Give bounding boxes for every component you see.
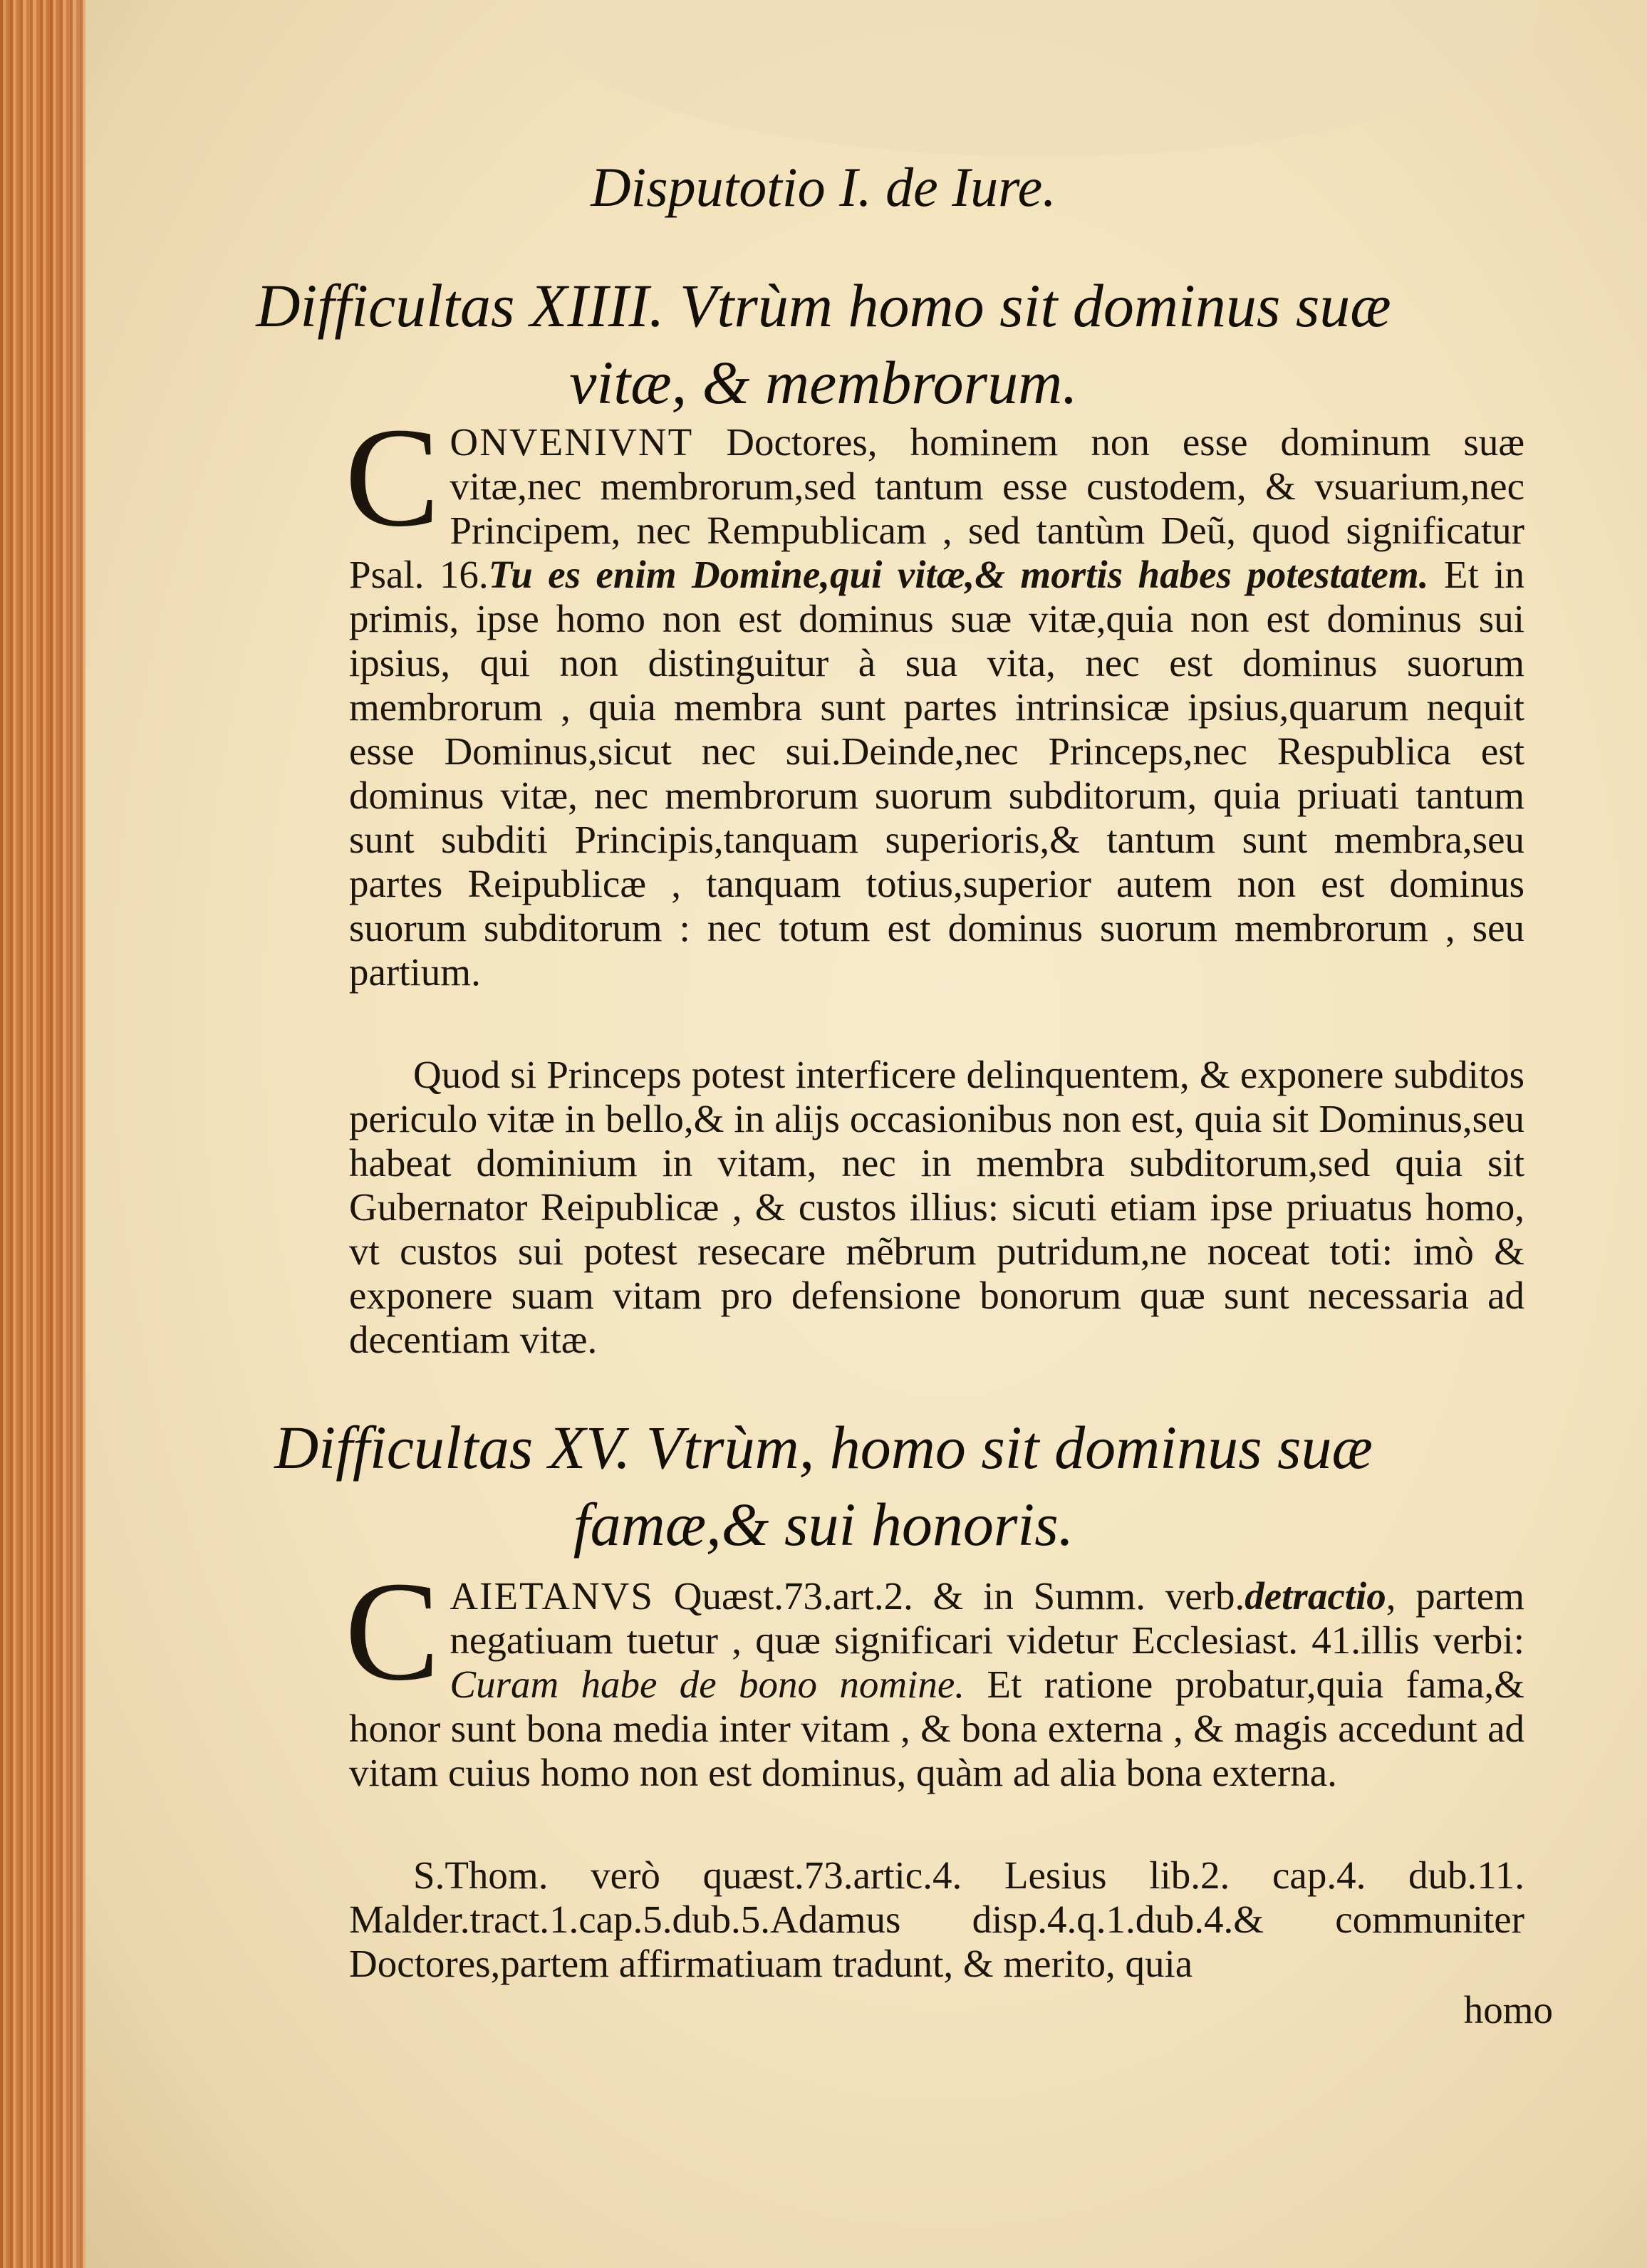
lead-caps: AIETANVS [450,1574,654,1618]
running-head: Disputotio I. de Iure. [591,156,1056,218]
heading-line: Difficultas XV. Vtrùm, homo sit dominus suæ [274,1413,1373,1482]
paragraph: S.Thom. verò quæst.73.artic.4. Lesius lib.2. cap.4. dub.11. Malder.tract.1.cap.5.dub.5.Adamus disp.4.q.1.dub.4.& communiter Doctores,partem affirmatiuam tradunt, & merito, quia [349,1853,1524,1985]
paragraph [345,399,1524,994]
text-run: , partem negatiuam tuetur , quæ significari videtur Ecclesiast. 41.illis verbi: [450,1574,1524,1662]
section-heading-13 [0,267,1647,421]
section-heading-15 [0,1409,1647,1563]
lead-caps: ONVENIVNT [450,420,694,464]
paragraph [345,1553,1525,1795]
drop-cap: C [345,1553,440,1710]
heading-line: Difficultas XIIII. Vtrùm homo sit dominus suæ [256,271,1391,340]
text-run: Doctores, hominem non esse dominum suæ vitæ,nec membrorum,sed tantum esse custodem, & vsuarium,nec Principem, nec Rempublicam , sed tantùm Deũ, quod significatur Psal. 16. [349,420,1524,596]
text-run: Et ratione probatur,quia fama,& honor sunt bona media inter vitam , & bona externa , & magis accedunt ad vitam cuius homo non est dominus, quàm ad alia bona externa. [349,1663,1525,1794]
italic-run: detractio [1245,1574,1386,1618]
catchword: homo [1463,1988,1553,2032]
heading-line: vitæ, & membrorum. [569,348,1078,417]
italic-run: Curam habe de bono nomine. [450,1663,965,1706]
heading-line: famæ,& sui honoris. [573,1490,1074,1559]
text-run: Quæst.73.art.2. & in Summ. verb. [653,1574,1245,1618]
quote-run: Tu es enim Domine,qui vitæ,& mortis habes potestatem. [488,553,1429,596]
drop-cap: C [345,399,440,556]
text-run: Et in primis, ipse homo non est dominus suæ vitæ,quia non est dominus sui ipsius, qui non distinguitur à sua vita, nec est dominus suorum membrorum , quia membra sunt partes intrinsicæ ipsius,quarum nequit esse Dominus,sicut nec sui.Deinde,nec Princeps,nec Respublica est dominus vitæ, nec membrorum suorum subditorum, quia priuati tantum sunt subditi Principis,tanquam superioris,& tantum sunt membra,seu partes Reipublicæ , tanquam totius,superior autem non est dominus suorum subditorum : nec totum est dominus suorum membrorum , seu partium. [349,553,1524,994]
paragraph: Quod si Princeps potest interficere delinquentem, & exponere subditos periculo vitæ in bello,& in alijs occasionibus non est, quia sit Dominus,seu habeat dominium in vitam, nec in membra subditorum,sed quia sit Gubernator Reipublicæ , & custos illius: sicuti etiam ipse priuatus homo, vt custos sui potest resecare mẽbrum putridum,ne noceat toti: imò & exponere suam vitam pro defensione bonorum quæ sunt necessaria ad decentiam vitæ. [349,1053,1524,1361]
paper-stain [541,0,1539,157]
